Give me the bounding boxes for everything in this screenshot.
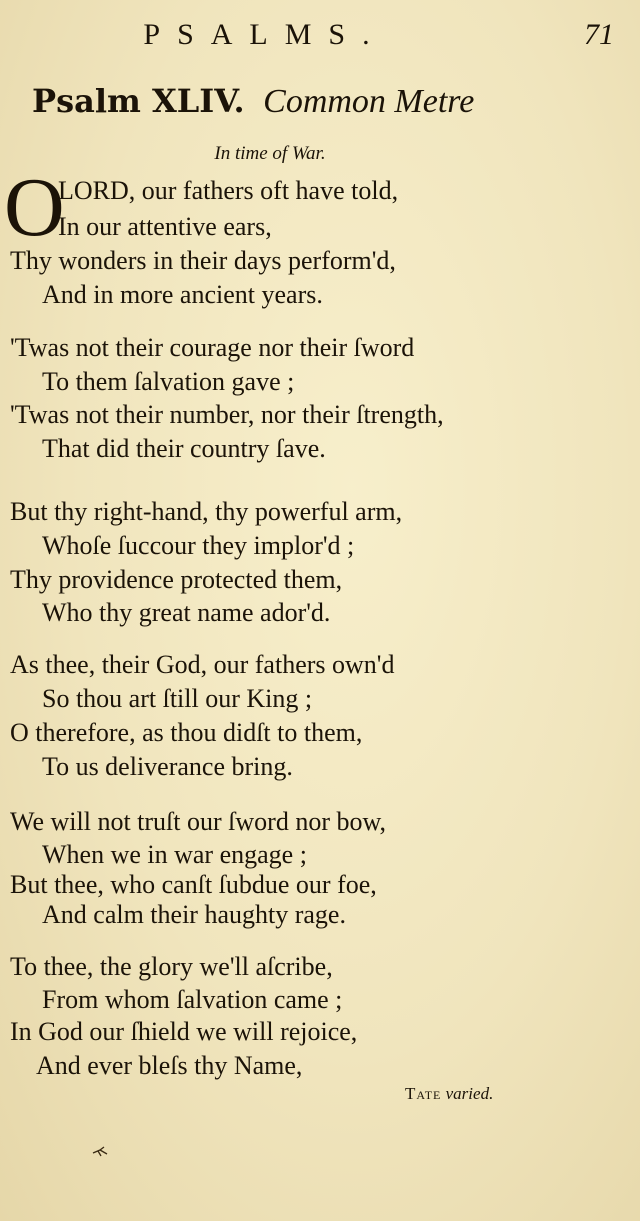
attribution-author: Tate xyxy=(405,1084,442,1103)
verse-line: To thee, the glory we'll aſcribe, xyxy=(10,952,333,981)
verse-line: 'Twas not their courage nor their ſword xyxy=(10,333,415,362)
verse-line: LORD, our fathers oft have told, xyxy=(58,176,399,205)
psalm-number: Psalm XLIV. xyxy=(32,82,245,120)
psalm-title xyxy=(32,82,474,121)
verse-line: 'Twas not their number, nor their ſtrength, xyxy=(10,400,444,429)
verse-line: And in more ancient years. xyxy=(42,280,323,309)
verse-line: We will not truſt our ſword nor bow, xyxy=(10,807,387,836)
verse-line: From whom ſalvation came ; xyxy=(42,985,343,1014)
verse-line: O therefore, as thou didſt to them, xyxy=(10,718,363,747)
running-head: PSALMS. xyxy=(143,18,387,51)
attribution-note: varied. xyxy=(445,1084,494,1103)
verse-line: Thy wonders in their days perform'd, xyxy=(10,246,396,275)
verse-line: And ever bleſs thy Name, xyxy=(36,1051,303,1080)
attribution xyxy=(405,1084,493,1104)
verse-line: Thy providence protected them, xyxy=(10,565,343,594)
verse-line: Who thy great name ador'd. xyxy=(42,598,331,627)
verse-line: But thy right-hand, thy powerful arm, xyxy=(10,497,403,526)
verse-line: That did their country ſave. xyxy=(42,434,326,463)
printer-ornament-icon xyxy=(92,1145,110,1161)
psalm-metre: Common Metre xyxy=(263,83,475,120)
verse-line: To them ſalvation gave ; xyxy=(42,367,295,396)
psalm-subtitle: In time of War. xyxy=(214,143,326,164)
verse-line: In our attentive ears, xyxy=(58,212,272,241)
verse-line: As thee, their God, our fathers own'd xyxy=(10,650,395,679)
verse-line: But thee, who canſt ſubdue our foe, xyxy=(10,870,377,899)
verse-line: To us deliverance bring. xyxy=(42,752,293,781)
verse-line: Whoſe ſuccour they implor'd ; xyxy=(42,531,355,560)
verse-line: So thou art ſtill our King ; xyxy=(42,684,313,713)
verse-line: And calm their haughty rage. xyxy=(42,900,346,929)
page-number: 71 xyxy=(584,18,614,51)
drop-cap: O xyxy=(4,161,65,254)
verse-line: In God our ſhield we will rejoice, xyxy=(10,1017,358,1046)
verse-line: When we in war engage ; xyxy=(42,840,307,869)
